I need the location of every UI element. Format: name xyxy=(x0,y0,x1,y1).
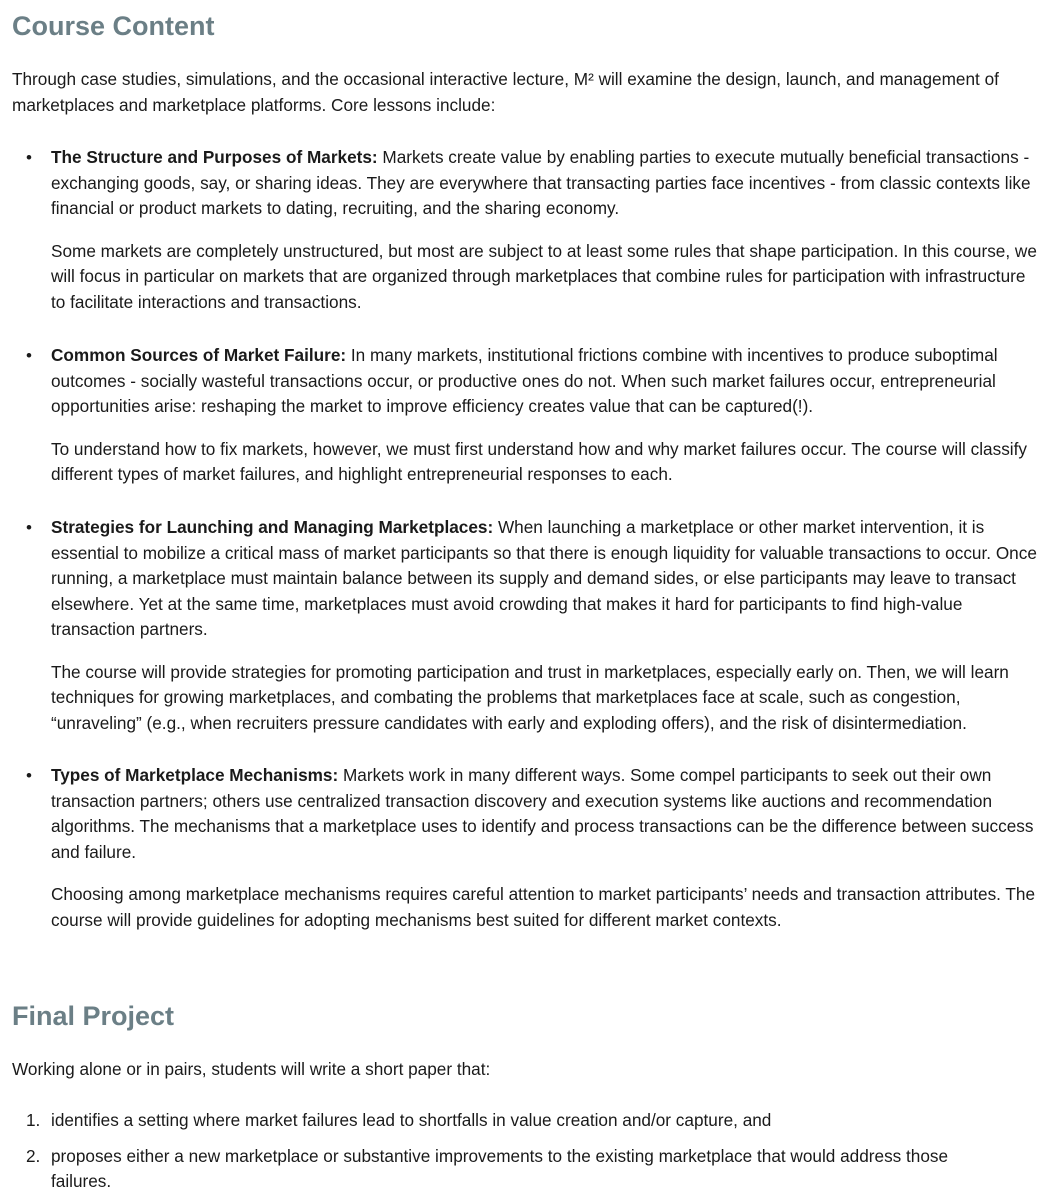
list-number: 1. xyxy=(26,1110,41,1130)
course-content-intro: Through case studies, simulations, and the occasional interactive lecture, M² will examine the design, launch, and management of marketplaces and marketplace platforms. Core lessons include: xyxy=(12,69,999,115)
final-project-intro: Working alone or in pairs, students will write a short paper that: xyxy=(12,1059,491,1079)
lesson-item xyxy=(12,763,1042,933)
list-item xyxy=(12,1108,1012,1134)
lesson-heading: Common Sources of Market Failure: xyxy=(51,345,347,365)
lessons-list xyxy=(12,763,1042,933)
course-content-title: Course Content xyxy=(12,11,215,41)
lesson-item xyxy=(12,343,1042,488)
final-project-title: Final Project xyxy=(12,1001,175,1031)
lesson-item xyxy=(12,145,1042,315)
lesson-heading: Types of Marketplace Mechanisms: xyxy=(51,765,339,785)
bullet-icon: • xyxy=(26,518,32,537)
lesson-item xyxy=(12,515,1042,736)
list-item xyxy=(12,1144,1012,1195)
lesson-heading: The Structure and Purposes of Markets: xyxy=(51,147,378,167)
lesson-text: When launching a marketplace or other market intervention, it is essential to mobilize a critical mass of market participants so that there is enough liquidity for valuable transactions to occur. Once running, a marketplace must maintain balance between its supply and demand sides, or else participants may leave to transact elsewhere. Yet at the same time, marketplaces must avoid crowding that makes it hard for participants to find high-value transaction partners. xyxy=(51,517,1037,639)
lessons-list xyxy=(12,343,1042,488)
lesson-description xyxy=(51,763,1042,865)
bullet-icon: • xyxy=(26,346,32,365)
lesson-text: In many markets, institutional frictions combine with incentives to produce suboptimal outcomes - socially wasteful transactions occur, or productive ones do not. When such market failures occur, entrepreneurial opportunities arise: reshaping the market to improve efficiency creates value that can be captured(!). xyxy=(51,345,998,416)
list-item-text: proposes either a new marketplace or substantive improvements to the existing marketplace that would address those failures. xyxy=(51,1145,949,1191)
bullet-icon: • xyxy=(26,766,32,785)
lessons-list xyxy=(12,515,1042,736)
lesson-extra: Choosing among marketplace mechanisms requires careful attention to market participants’ needs and transaction attributes. The course will provide guidelines for adopting mechanisms best suited for different market contexts. xyxy=(51,884,1036,930)
list-number: 2. xyxy=(26,1145,41,1166)
lesson-text: Markets work in many different ways. Some compel participants to seek out their own transaction partners; others use centralized transaction discovery and execution systems like auctions and recommendation algorithms. The mechanisms that a marketplace uses to identify and process transactions can be the difference between success and failure. xyxy=(51,765,1034,862)
lesson-description xyxy=(51,145,1042,222)
lesson-extra: The course will provide strategies for promoting participation and trust in marketplaces, especially early on. Then, we will learn techniques for growing marketplaces, and combating the problems that marketplaces face at scale, such as congestion, “unraveling” (e.g., when recruiters pressure candidates with early and exploding offers), and the risk of disintermediation. xyxy=(51,661,1009,733)
lesson-extra: Some markets are completely unstructured, but most are subject to at least some rules that shape participation. In this course, we will focus in particular on markets that are organized through marketplaces that combine rules for participation with infrastructure to facilitate interactions and transactions. xyxy=(51,240,1037,312)
final-project-list xyxy=(12,1108,1012,1195)
lesson-description xyxy=(51,515,1042,643)
lesson-description xyxy=(51,343,1042,420)
lessons-list xyxy=(12,145,1042,315)
lesson-extra: To understand how to fix markets, however, we must first understand how and why market failures occur. The course will classify different types of market failures, and highlight entrepreneurial responses to each. xyxy=(51,438,1027,484)
lesson-text: Markets create value by enabling parties to execute mutually beneficial transactions - exchanging goods, say, or sharing ideas. They are everywhere that transacting parties face incentives - from classic contexts like financial or product markets to dating, recruiting, and the sharing economy. xyxy=(51,147,1031,218)
list-item-text: identifies a setting where market failures lead to shortfalls in value creation and/or capture, and xyxy=(51,1110,772,1130)
bullet-icon: • xyxy=(26,148,32,167)
lesson-heading: Strategies for Launching and Managing Marketplaces: xyxy=(51,517,494,537)
